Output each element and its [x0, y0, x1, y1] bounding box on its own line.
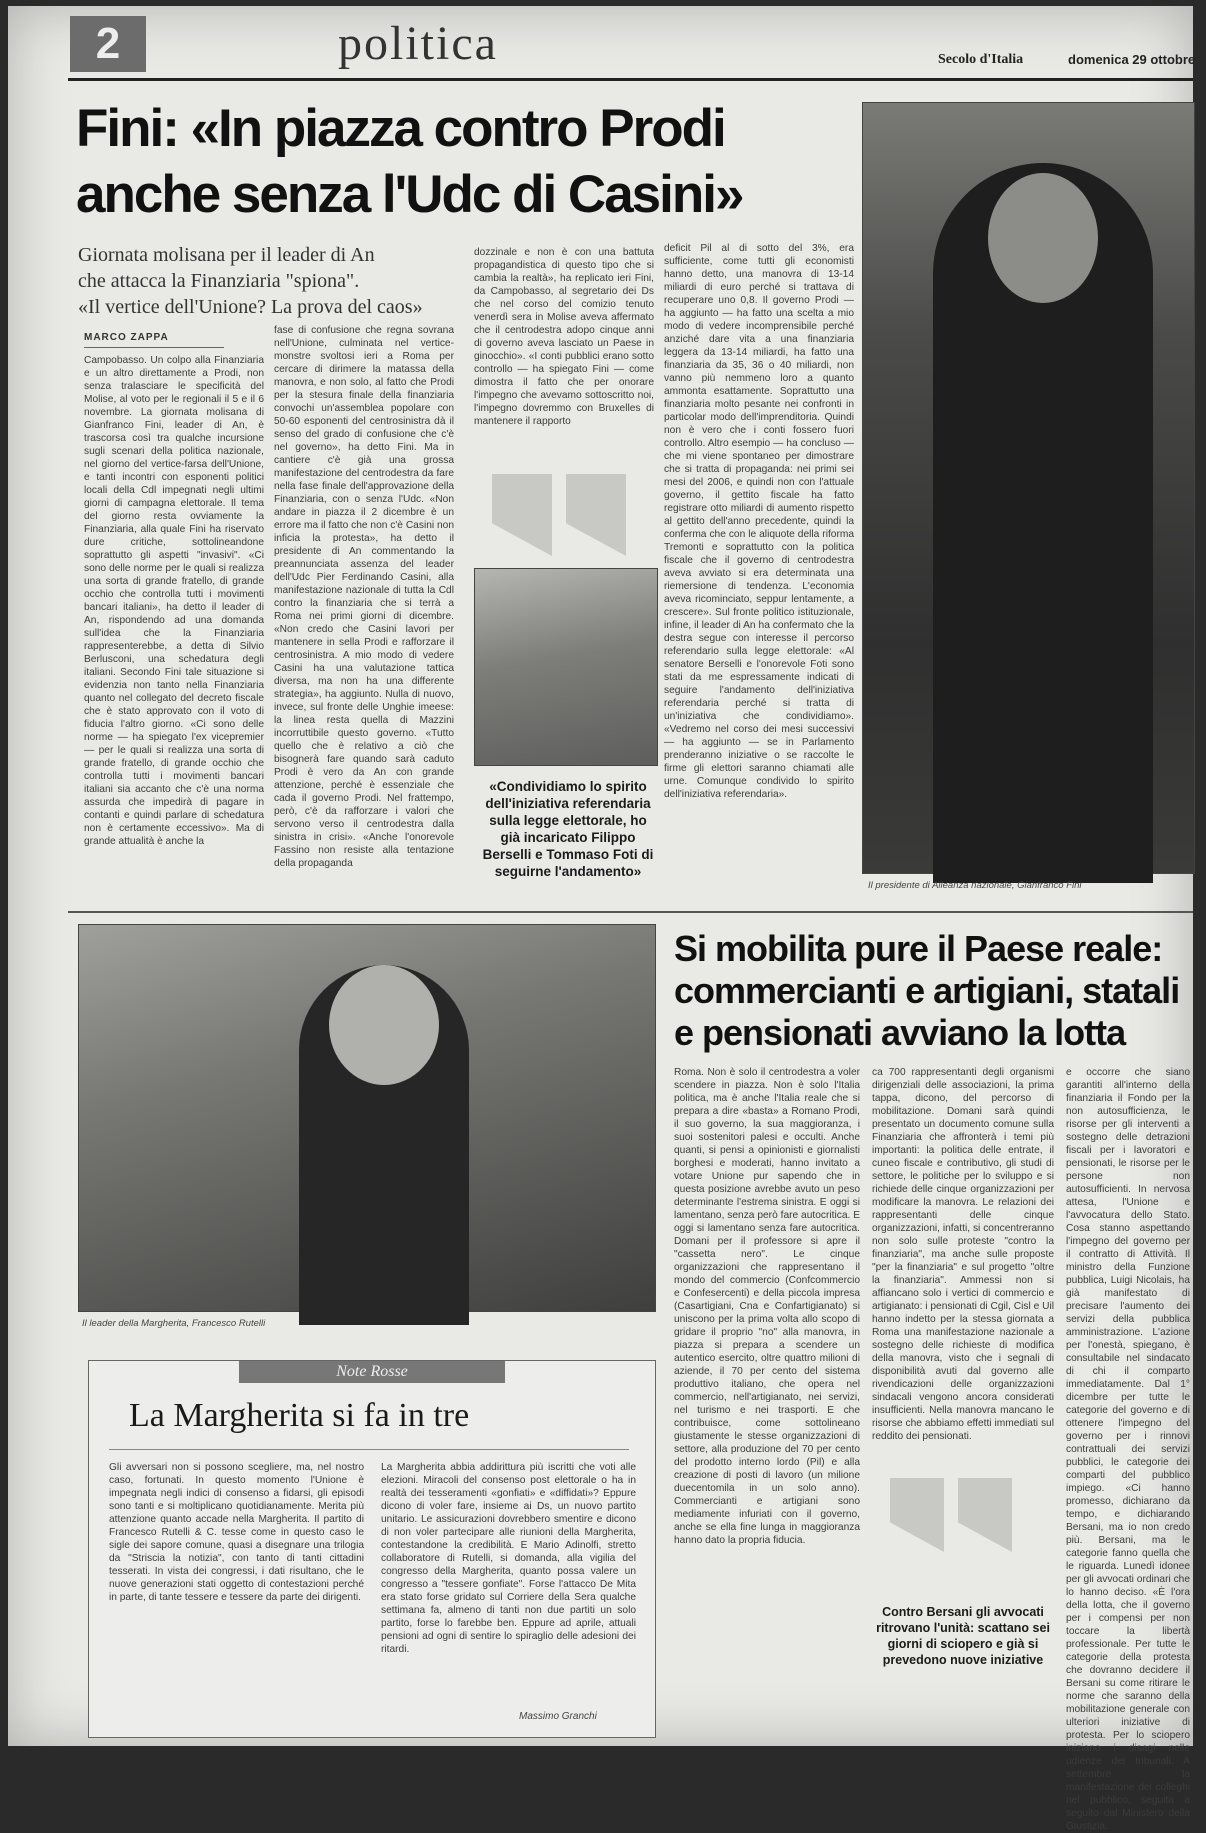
box-kicker: Note Rosse	[336, 1363, 408, 1380]
lead-column-3: dozzinale e non è con una battuta propagandistica di questo tipo che si cambia la realtà», ha replicato ieri Fini, da Campobasso, al segretario dei Ds che nel corso del comizio tenuto venerdì sera in Molise aveva affermato che il centrodestra adopo cinque anni di governo aveva lasciato un Paese in ginocchio». «I conti pubblici erano sotto controllo — ha spiegato Fini — come dimostra il fatto che per onorare l'impegno che avevamo sottoscritto noi, l'impegno dovremmo con Bruxelles di mantenere il rapporto	[474, 247, 654, 427]
margherita-box	[88, 1360, 656, 1738]
referendum-photo	[474, 568, 658, 766]
masthead: Secolo d'Italia	[938, 52, 1024, 67]
rutelli-photo-caption: Il leader della Margherita, Francesco Rutelli	[82, 1318, 266, 1329]
second-headline-3: e pensionati avviano la lotta	[674, 1012, 1126, 1053]
fini-photo	[862, 102, 1195, 874]
lead-column-2: fase di confusione che regna sovrana nell'Unione, culminata nel vertice-monstre svoltosi ieri a Roma per cercare di dirimere la matassa della manovra, e non solo, al fatto che Prodi per la stesura finale della finanziaria convochi un'assemblea popolare con 50-60 esponenti del centrosinistra dà il senso del grado di confusione che c'è nel governo», ha detto Fini. Ma in cantiere c'è già una grossa manifestazione del centrodestra da fare nella fase finale dell'approvazione della Finanziaria, con o senza l'Udc. «Non andare in piazza il 2 dicembre è un errore ma il fatto che non c'è Casini non inficia la protesta», ha detto il presidente di An commentando la preannunciata assenza del leader dell'Udc Pier Ferdinando Casini, alla manifestazione nazionale di tutta la Cdl contro la finanziaria che si terrà a Roma nei primi giorni di dicembre. «Non credo che Casini lavori per mantenere in sella Prodi e rafforzare il centrosinistra. A mio modo di vedere Casini ha una valutazione tattica diversa, ma non ha una differente strategia», ha aggiunto. Nulla di nuovo, invece, sul fronte delle Unghie imeese: la linea resta quella di Mazzini incorruttibile questo governo. «Tutto quello che è relativo a ciò che bisognerà fare quando sarà caduto Prodi è vero da An con grande attenzione, perché è essenziale che cada il governo Prodi. Nel frattempo, però, c'è da rafforzare i valori che servono verso il centrodestra dalla sinistra in crisi». «Anche l'onorevole Fassino non resiste alla tentazione della propaganda	[274, 325, 454, 869]
section-name: politica	[338, 17, 498, 70]
page-number: 2	[95, 19, 121, 68]
rutelli-photo-head	[329, 965, 439, 1085]
quote-mark-right-2	[958, 1478, 1012, 1552]
quote-mark-left	[492, 474, 552, 556]
lead-pull-quote: «Condividiamo lo spirito dell'iniziativa referendaria sulla legge elettorale, ho già incaricato Filippo Berselli e Tommaso Foti di seguirne l'andamento»	[482, 779, 654, 879]
box-column-2: La Margherita abbia addirittura più iscritti che voti alle elezioni. Miracoli del consenso post elettorale o ha in realtà dei tesseramenti «gonfiati» e «diffidati»? Eppure dicono di voler fare, insieme ai Ds, un nuovo partito unitario. Le assicurazioni dovrebbero smentire e dicono di non voler partecipare alle riunioni della Margherita, contestandone la credibilità. E Mario Adinolfi, stretto collaboratore di Rutelli, si domanda, alla vigilia del congresso della Margherita, quanto possa valere un congresso a "tessere gonfiate". Forse l'attacco De Mita era stato forse gridato sul Corriere della Sera qualche settimana fa, almeno di tanti non due partiti un solo partito, forse lo farebbe ben. Eppure ad aprile, attuali pensioni ad ogni di sentire lo spiraglio delle adesioni dei ritardi.	[381, 1462, 636, 1655]
fini-photo-head	[988, 173, 1098, 303]
lead-headline-2: anche senza l'Udc di Casini»	[76, 165, 743, 224]
box-title-rule	[109, 1449, 629, 1450]
second-column-2: ca 700 rappresentanti degli organismi dirigenziali delle associazioni, la prima tappa, dicono, del percorso di mobilitazione. Domani sarà quindi presentato un documento comune sulla Finanziaria che affronterà i temi più importanti: la politica delle entrate, il cuneo fiscale e contributivo, gli studi di settore, le politiche per lo sviluppo e si richiede delle cinque organizzazioni per modificare la manovra. Le relazioni dei rappresentanti delle cinque organizzazioni, infatti, si concentreranno non solo sulle proteste "contro la finanziaria", ma anche sulle proposte "per la finanziaria" e sul progetto "oltre la finanziaria". Ammessi non si affiancano solo i vertici di commercio e artigianato: i pensionati di Cgil, Cisl e Uil hanno indetto per la stessa giornata a Roma una manifestazione nazionale a sostegno delle richieste di modifica della manovra, visto che i segnali di disponibilità avuti dal governo alle rivendicazioni delle organizzazioni sindacali vengono ancora considerati insufficienti. Nella manovra mancano le risorse che abbiamo effetti immediati sul reddito dei pensionati.	[872, 1067, 1054, 1442]
page-number-box	[70, 16, 146, 72]
second-headline-2: commercianti e artigiani, statali	[674, 970, 1180, 1011]
second-column-1: Roma. Non è solo il centrodestra a voler scendere in piazza. Non è solo l'Italia politica, ma è anche l'Italia reale che si prepara a dire «basta» a Romano Prodi, il suo governo, la sua maggioranza, i suoi sostenitori palesi e occulti. Anche quanti, si pensi a opinionisti e giornalisti borghesi e moderati, hanno invitato a votare Unione pur sapendo che in questa posizione avrebbe avuto un peso determinante l'estrema sinistra. E oggi si lamentano, senza però fare autocritica. E oggi si lamentano senza fare autocritica. Domani per il professore si apre il "cassetta nero". Le cinque organizzazioni che rappresentano il mondo del commercio (Confcommercio e Confesercenti) e della piccola impresa (Casartigiani, Cna e Confartigianato) si uniscono per la prima volta allo scopo di gridare il proprio "no" alla manovra, in piazza si prepara a scendere un autentico esercito, oltre quattro milioni di aziende, il 70 per cento del sistema produttivo italiano, che opera nel commercio, nell'artigianato, nei servizi, nel turismo e nei trasporti. E che contribuisce, come sottolineano giustamente le stesse organizzazioni di settore, alla produzione del 70 per cento del prodotto interno lordo (Pil) e alla creazione di posti di lavoro (un milione duecentomila in un solo anno). Commercianti e artigiani sono mediamente infuriati con il governo, anche se ella fine lunga in maggioranza hanno dato la propria fiducia.	[674, 1067, 860, 1546]
header-rule	[68, 78, 1193, 81]
box-kicker-bar	[239, 1361, 505, 1383]
quote-mark-left-2	[890, 1478, 944, 1552]
quote-mark-right	[566, 474, 626, 556]
byline-rule	[84, 347, 224, 348]
second-headline	[674, 928, 1193, 1054]
sidebar-pull-quote: Contro Bersani gli avvocati ritrovano l'unità: scattano sei giorni di sciopero e già si prevedono nuove iniziative	[876, 1605, 1050, 1667]
lead-subhead-3: «Il vertice dell'Unione? La prova del caos»	[78, 296, 423, 318]
second-column-3: e occorre che siano garantiti all'interno della finanziaria il Fondo per la non autosufficienza, le risorse per gli interventi a sostegno delle detrazioni fiscali per i lavoratori e pensionati, le risorse per le persone non autosufficienti. In nervosa attesa, l'Unione e l'avvocatura dello Stato. Cosa stanno aspettando l'impegno del governo per il contratto di Attività. Il ministro della Funzione pubblica, Luigi Nicolais, ha già manifestato di precisare l'aumento dei servizi della pubblica amministrazione. L'azione per l'onestà, spiegano, è consultabile nel sindacato di chi il comparto immediatamente. Dal 1° dicembre per tutte le categorie del governo e di ottenere l'impegno del governo per i rinnovi contrattuali dei servizi pubblici, le categorie dei comparti del pubblico impiego. «Ci hanno promesso, dichiarano da tempo, e dichiarando Bersani, ma io non credo più. Bersani, ma le categorie fanno quella che le riguarda. Lunedì idonee per gli avvocati ordinari che lo hanno deciso. «È l'ora della lotta, che il governo per i compensi per non toccare la libertà professionale. Per tutte le categorie della protesta che dovranno decidere il Bersani su come ritirare le norme che saranno della mobilitazione generale con ulteriori iniziative di protesta. Per lo sciopero iniziano i disagi nelle udienze dei tribunali. A settembre la manifestazione dei colleghi nel pubblico, seguita a seguito dal Ministero della Giustizia.	[1066, 1067, 1191, 1832]
mid-rule	[68, 911, 1193, 913]
lead-subhead	[78, 242, 478, 320]
rutelli-photo	[78, 924, 656, 1312]
lead-column-1: Campobasso. Un colpo alla Finanziaria e un altro direttamente a Prodi, non senza tralasciare le specificità del Molise, al voto per le regionali il 5 e il 6 novembre. La giornata molisana di Gianfranco Fini, leader di An, è trascorsa così tra qualche incursione sugli scenari della politica nazionale, nel giorno del vertice-farsa dell'Unione, e tanti incontri con esponenti politici locali della Cdl impegnati negli ultimi giorni di campagna elettorale. Il tema del giorno resta ovviamente la Finanziaria, alla quale Fini ha riservato dure critiche, sottolineandone soprattutto gli aspetti "invasivi". «Ci sono delle norme per le quali si realizza una sorta di grande fratello, di grande occhio che controlla tutti i movimenti bancari italiani», ha detto il leader di An, rispondendo ad una domanda sull'idea che la Finanziaria rappresenterebbe, a detta di Silvio Berlusconi, una schedatura degli italiani. Secondo Fini tale situazione si evidenzia non tanto nella Finanziaria quanto nel collegato del decreto fiscale che è stato approvato con il voto di fiducia l'altro giorno. «Ci sono delle norme — ha spiegato l'ex vicepremier — per le quali si realizza una sorta di grande fratello, di grande occhio che controlla tutti i movimenti bancari italiani sia accanto che c'è una norma assurda che impedirà di pagare in contanti e quindi parlare di schedatura non è certamente eccessivo». Ma di grande attualità è anche la	[84, 355, 264, 847]
box-title: La Margherita si fa in tre	[129, 1397, 470, 1434]
second-headline-1: Si mobilita pure il Paese reale:	[674, 928, 1163, 969]
newspaper-page	[8, 6, 1196, 1832]
lead-subhead-2: che attacca la Finanziaria "spiona".	[78, 270, 360, 292]
lead-headline-1: Fini: «In piazza contro Prodi	[76, 99, 725, 158]
fini-photo-caption: Il presidente di Alleanza nazionale, Gianfranco Fini	[868, 880, 1082, 891]
box-byline: Massimo Granchi	[519, 1711, 597, 1722]
issue-date: domenica 29 ottobre	[1068, 52, 1196, 67]
lead-subhead-1: Giornata molisana per il leader di An	[78, 244, 375, 266]
lead-column-4: deficit Pil al di sotto del 3%, era sufficiente, come tutti gli economisti hanno detto, una manovra di 13-14 miliardi di euro perché si trattava di recuperare uno 0,8. Il governo Prodi — ha aggiunto — ha fatto una scelta a mio modo di vedere incomprensibile perché anziché dare vita a una finanziaria leggera da 13-14 miliardi, ha fatto una finanziaria da 35, 36 o 40 miliardi, non vanno più nemmeno loro a quanto ammonta esattamente. Soprattutto una finanziaria molto pesante nei confronti in particolar modo dell'imprenditoria. Quindi non è vero che i conti fossero fuori controllo. Altro esempio — ha concluso — che mi viene spontaneo per dimostrare che si tratta di propaganda: nei primi sei mesi del 2006, e quindi non con l'attuale governo, il gettito fiscale ha fatto registrare otto miliardi di aumento rispetto al gettito dell'anno precedente, quindi la conferma che con le aliquote della riforma Tremonti e soprattutto con la politica fiscale che il governo di centrodestra aveva avviato si era determinata una riemersione di tendenza. L'economia aveva ricominciato, seppur lentamente, a crescere». Sul fronte politico istituzionale, infine, il leader di An ha confermato che la destra segue con interesse il percorso referendario sulla legge elettorale: «Al senatore Berselli e l'onorevole Foti sono stati da me espressamente indicati di seguire l'andamento dell'iniziativa referendaria perché si tratta di un'iniziativa che condividiamo». «Vedremo nel corso dei mesi successivi — ha aggiunto — se in Parlamento prenderanno iniziative o se raccolte le firme gli elettori saranno chiamati alle urne. Comunque condivido lo spirito dell'iniziativa referendaria».	[664, 243, 854, 800]
lead-byline: MARCO ZAPPA	[84, 332, 169, 343]
box-column-1: Gli avversari non si possono scegliere, ma, nel nostro caso, fortunati. In questo momento l'Unione è impegnata negli indici di consenso a fidarsi, gli episodi sono tanti e si moltiplicano quotidianamente. Merita più attenzione quanto accade nella Margherita. Il partito di Francesco Rutelli & C. tesse come in questo caso le sigle dei sapore comune, quasi a disegnare una trilogia da "Striscia la notizia", con tanto di tanti cittadini tesserati. In vista dei congressi, i dati risultano, che le nuove generazioni stati oggetto di contestazioni perché in parte, di tante tessere e tessere da parte dei dirigenti.	[109, 1462, 364, 1603]
